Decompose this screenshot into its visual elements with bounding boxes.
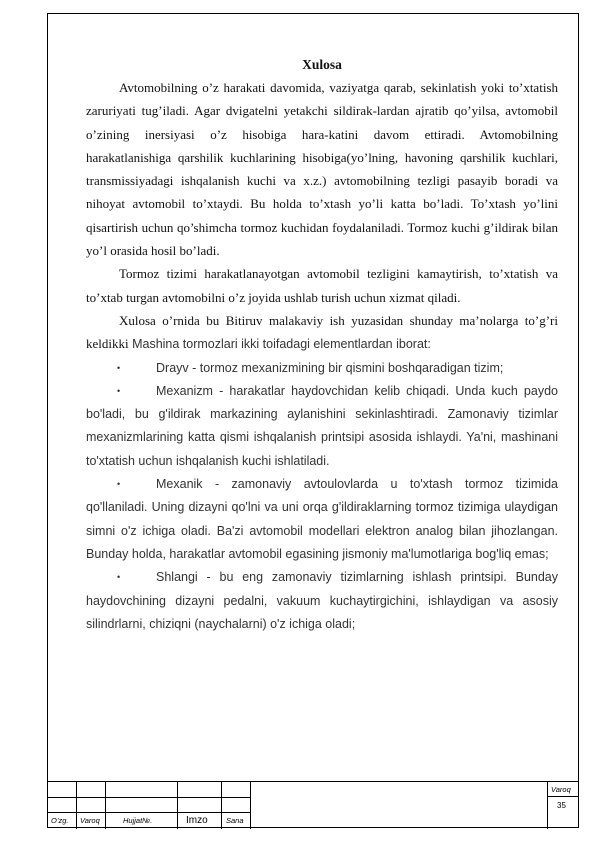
- stamp-label-varoq: Varoq: [80, 816, 100, 825]
- list-item: [86, 357, 558, 380]
- stamp-divider: [221, 782, 222, 829]
- bullet-icon: •: [117, 479, 121, 490]
- stamp-label-sana: Sana: [226, 816, 244, 825]
- stamp-row-line: [47, 812, 250, 813]
- stamp-divider: [105, 782, 106, 829]
- list-item: [86, 380, 558, 473]
- stamp-row-line: [547, 796, 579, 797]
- list-item-text: Mexanizm - harakatlar haydovchidan kelib chiqadi. Unda kuch paydo bo'ladi, bu g'ildirak markazining aylanishini sekinlashtiradi. Zamonaviy tizimlar mexanizmlarining katta qismi ishqalanish printsipi asosida ishlaydi. Ya'ni, mashinani to'xtatish uchun ishqalanish kuchi ishlatiladi.: [86, 383, 558, 468]
- stamp-label-hujjat: Hujjat№.: [123, 816, 153, 825]
- list-item-text: Drayv - tormoz mexanizmining bir qismini boshqaradigan tizim;: [156, 360, 504, 375]
- stamp-divider: [250, 782, 251, 829]
- bullet-icon: •: [117, 572, 121, 583]
- list-item-text: Mexanik - zamonaviy avtoulovlarda u to'xtash tormoz tizimida qo'llaniladi. Uning dizayni qo'lni va uni orqa g'ildiraklarning tormoz tizimiga ulaydigan simni o'z ichiga oladi. Ba'zi avtomobil modellari elektron analog bilan jihozlangan. Bunday holda, harakatlar avtomobil egasining jismoniy ma'lumotlariga bog'liq emas;: [86, 477, 558, 561]
- page-title: Xulosa: [302, 57, 342, 72]
- paragraph-1: Avtomobilning o’z harakati davomida, vaziyatga qarab, sekinlatish yoki to’xtatish zaruriyati tug’iladi. Agar dvigatelni yetakchi sildirak-lardan ajratib qo’yilsa, avtomobil o’zining inersiyasi o’z hisobiga hara-katini davom ettiradi. Avtomobilning harakatlanishiga qarshilik kuchlarining hisobiga(yo’lning, havoning qarshilik kuchlari, transmissiyadagi ishqalanish kuchi va x.z.) avtomobilning tezligi pasayib boradi va nihoyat avtomobil to’xtaydi. Bu holda to’xtash yo’li katta bo’ladi. To’xtash yo’lini qisartirish uchun qo’shimcha tormoz kuchidan foydalaniladi. Tormoz kuchi g’ildirak bilan yo’l orasida hosil bo’ladi.: [86, 80, 558, 259]
- bullet-icon: •: [117, 362, 121, 373]
- conclusion-tail: Mashina tormozlari ikki toifadagi elementlardan iborat:: [128, 337, 431, 352]
- paragraph-2: Tormoz tizimi harakatlanayotgan avtomobil tezligini kamaytirish, to’xtatish va to’xtab turgan avtomobilni o’z joyida ushlab turish uchun xizmat qiladi.: [86, 266, 558, 305]
- stamp-label-varoq-right: Varoq: [551, 785, 571, 794]
- stamp-divider: [76, 782, 77, 829]
- page-number: 35: [557, 801, 566, 810]
- stamp-label-ozg: O’zg.: [51, 816, 69, 825]
- paragraph-3: [86, 309, 558, 357]
- conclusion-lead: Xulosa o’rnida bu Bitiruv malakaviy ish yuzasidan shunday ma’nolarga to’g’ri keldikki: [86, 312, 558, 352]
- list-item-text: Shlangi - bu eng zamonaviy tizimlarning ishlash printsipi. Bunday haydovchining dizayni pedalni, vakuum kuchaytirgichini, ishlaydigan va asosiy silindrlarni, chiziqni (naychalarni) o'z ichiga oladi;: [86, 570, 558, 631]
- list-item: [86, 473, 558, 566]
- bullet-icon: •: [117, 385, 121, 396]
- bullet-list: [86, 357, 558, 637]
- stamp-label-imzo: Imzo: [186, 815, 208, 826]
- stamp-divider: [177, 782, 178, 829]
- list-item: [86, 566, 558, 636]
- document-body: [86, 57, 558, 636]
- stamp-row-line: [47, 797, 250, 798]
- stamp-divider: [547, 782, 548, 829]
- title-block: [47, 781, 579, 828]
